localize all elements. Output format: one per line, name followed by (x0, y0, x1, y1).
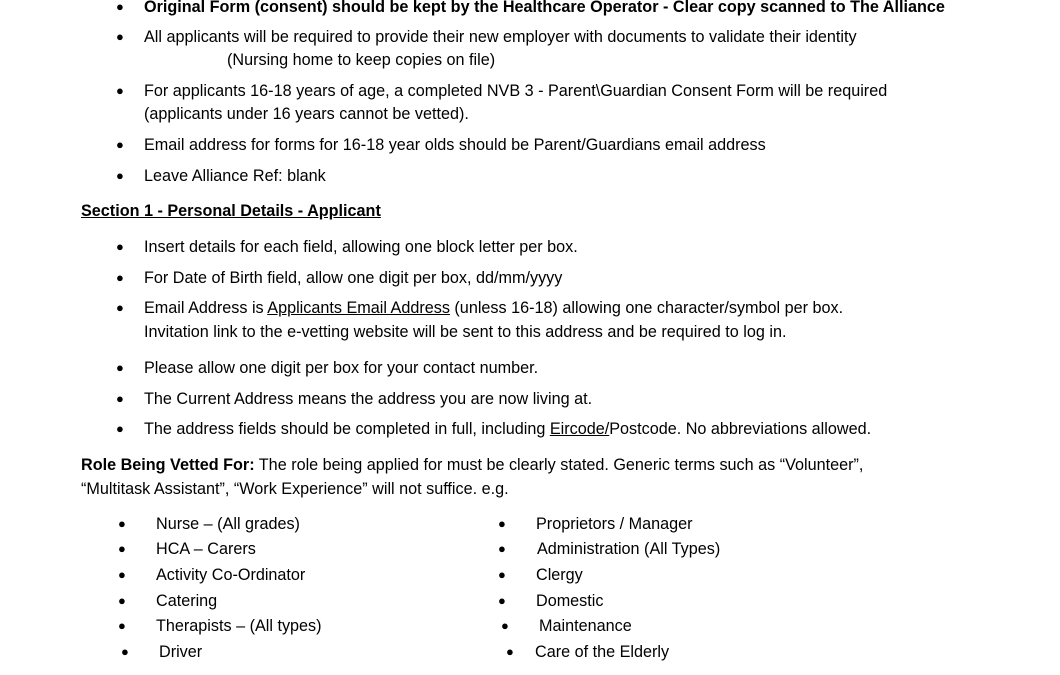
address-underlined: Eircode/ (549, 420, 610, 438)
intro-bullet-age-continuation: (applicants under 16 years cannot be vetted). (144, 105, 469, 123)
bullet-icon: ● (118, 516, 126, 531)
address-prefix: The address fields should be completed in full, including (144, 420, 550, 438)
role-left-item: Driver (159, 643, 203, 661)
role-right-item: Proprietors / Manager (536, 515, 693, 533)
bullet-icon: ● (116, 239, 124, 254)
role-left-item: Catering (156, 592, 218, 610)
role-right-item: Administration (All Types) (537, 540, 721, 558)
section1-email-continuation: Invitation link to the e-vetting website will be sent to this address and be required to log in. (144, 323, 787, 341)
role-paragraph-line1 (81, 455, 863, 475)
role-left-item: Activity Co-Ordinator (156, 566, 306, 584)
bullet-icon: ● (506, 644, 514, 659)
section1-heading: Section 1 - Personal Details - Applicant (81, 202, 381, 220)
section1-bullet-current-address: The Current Address means the address you are now living at. (144, 390, 593, 408)
role-left-item: Therapists – (All types) (156, 617, 322, 635)
bullet-icon: ● (498, 593, 506, 608)
role-right-item: Care of the Elderly (535, 643, 670, 661)
bullet-icon: ● (116, 270, 124, 285)
section1-bullet-email (144, 298, 843, 318)
bullet-icon: ● (116, 83, 124, 98)
role-right-item: Maintenance (539, 617, 632, 635)
section1-bullet-block-letters: Insert details for each field, allowing one block letter per box. (144, 238, 578, 256)
bullet-icon: ● (118, 567, 126, 582)
bullet-icon: ● (118, 618, 126, 633)
bullet-icon: ● (116, 168, 124, 183)
bullet-icon: ● (118, 541, 126, 556)
intro-bullet-age: For applicants 16-18 years of age, a completed NVB 3 - Parent\Guardian Consent Form will be required (144, 82, 888, 100)
role-text-line2: “Multitask Assistant”, “Work Experience” will not suffice. e.g. (81, 480, 509, 498)
bullet-icon: ● (116, 29, 124, 44)
section1-bullet-dob: For Date of Birth field, allow one digit per box, dd/mm/yyyy (144, 269, 563, 287)
bullet-icon: ● (498, 541, 506, 556)
bullet-icon: ● (498, 567, 506, 582)
role-text-line1: The role being applied for must be clearly stated. Generic terms such as “Volunteer”, (254, 456, 864, 474)
section1-bullet-contact: Please allow one digit per box for your contact number. (144, 359, 539, 377)
bullet-icon: ● (116, 360, 124, 375)
section1-bullet-address-fields (144, 419, 871, 439)
intro-bullet-identity: All applicants will be required to provide their new employer with documents to validate their identity (144, 28, 857, 46)
address-suffix: Postcode. No abbreviations allowed. (609, 420, 872, 438)
bullet-icon: ● (501, 618, 509, 633)
role-label: Role Being Vetted For: (81, 456, 255, 474)
bullet-icon: ● (118, 593, 126, 608)
email-underlined: Applicants Email Address (267, 299, 450, 317)
bullet-icon: ● (116, 421, 124, 436)
bullet-icon: ● (121, 644, 129, 659)
bullet-icon: ● (498, 516, 506, 531)
bullet-icon: ● (116, 0, 124, 14)
intro-bullet-identity-continuation: (Nursing home to keep copies on file) (227, 51, 496, 69)
role-left-item: HCA – Carers (156, 540, 256, 558)
role-right-item: Clergy (536, 566, 583, 584)
bullet-icon: ● (116, 391, 124, 406)
intro-bullet-alliance-ref: Leave Alliance Ref: blank (144, 167, 326, 185)
role-left-item: Nurse – (All grades) (156, 515, 300, 533)
role-right-item: Domestic (536, 592, 604, 610)
intro-bullet-consent: Original Form (consent) should be kept by the Healthcare Operator - Clear copy scanned to The Alliance (144, 0, 945, 16)
bullet-icon: ● (116, 300, 124, 315)
email-prefix: Email Address is (144, 299, 268, 317)
bullet-icon: ● (116, 137, 124, 152)
email-suffix: (unless 16-18) allowing one character/symbol per box. (449, 299, 844, 317)
intro-bullet-email: Email address for forms for 16-18 year olds should be Parent/Guardians email address (144, 136, 766, 154)
